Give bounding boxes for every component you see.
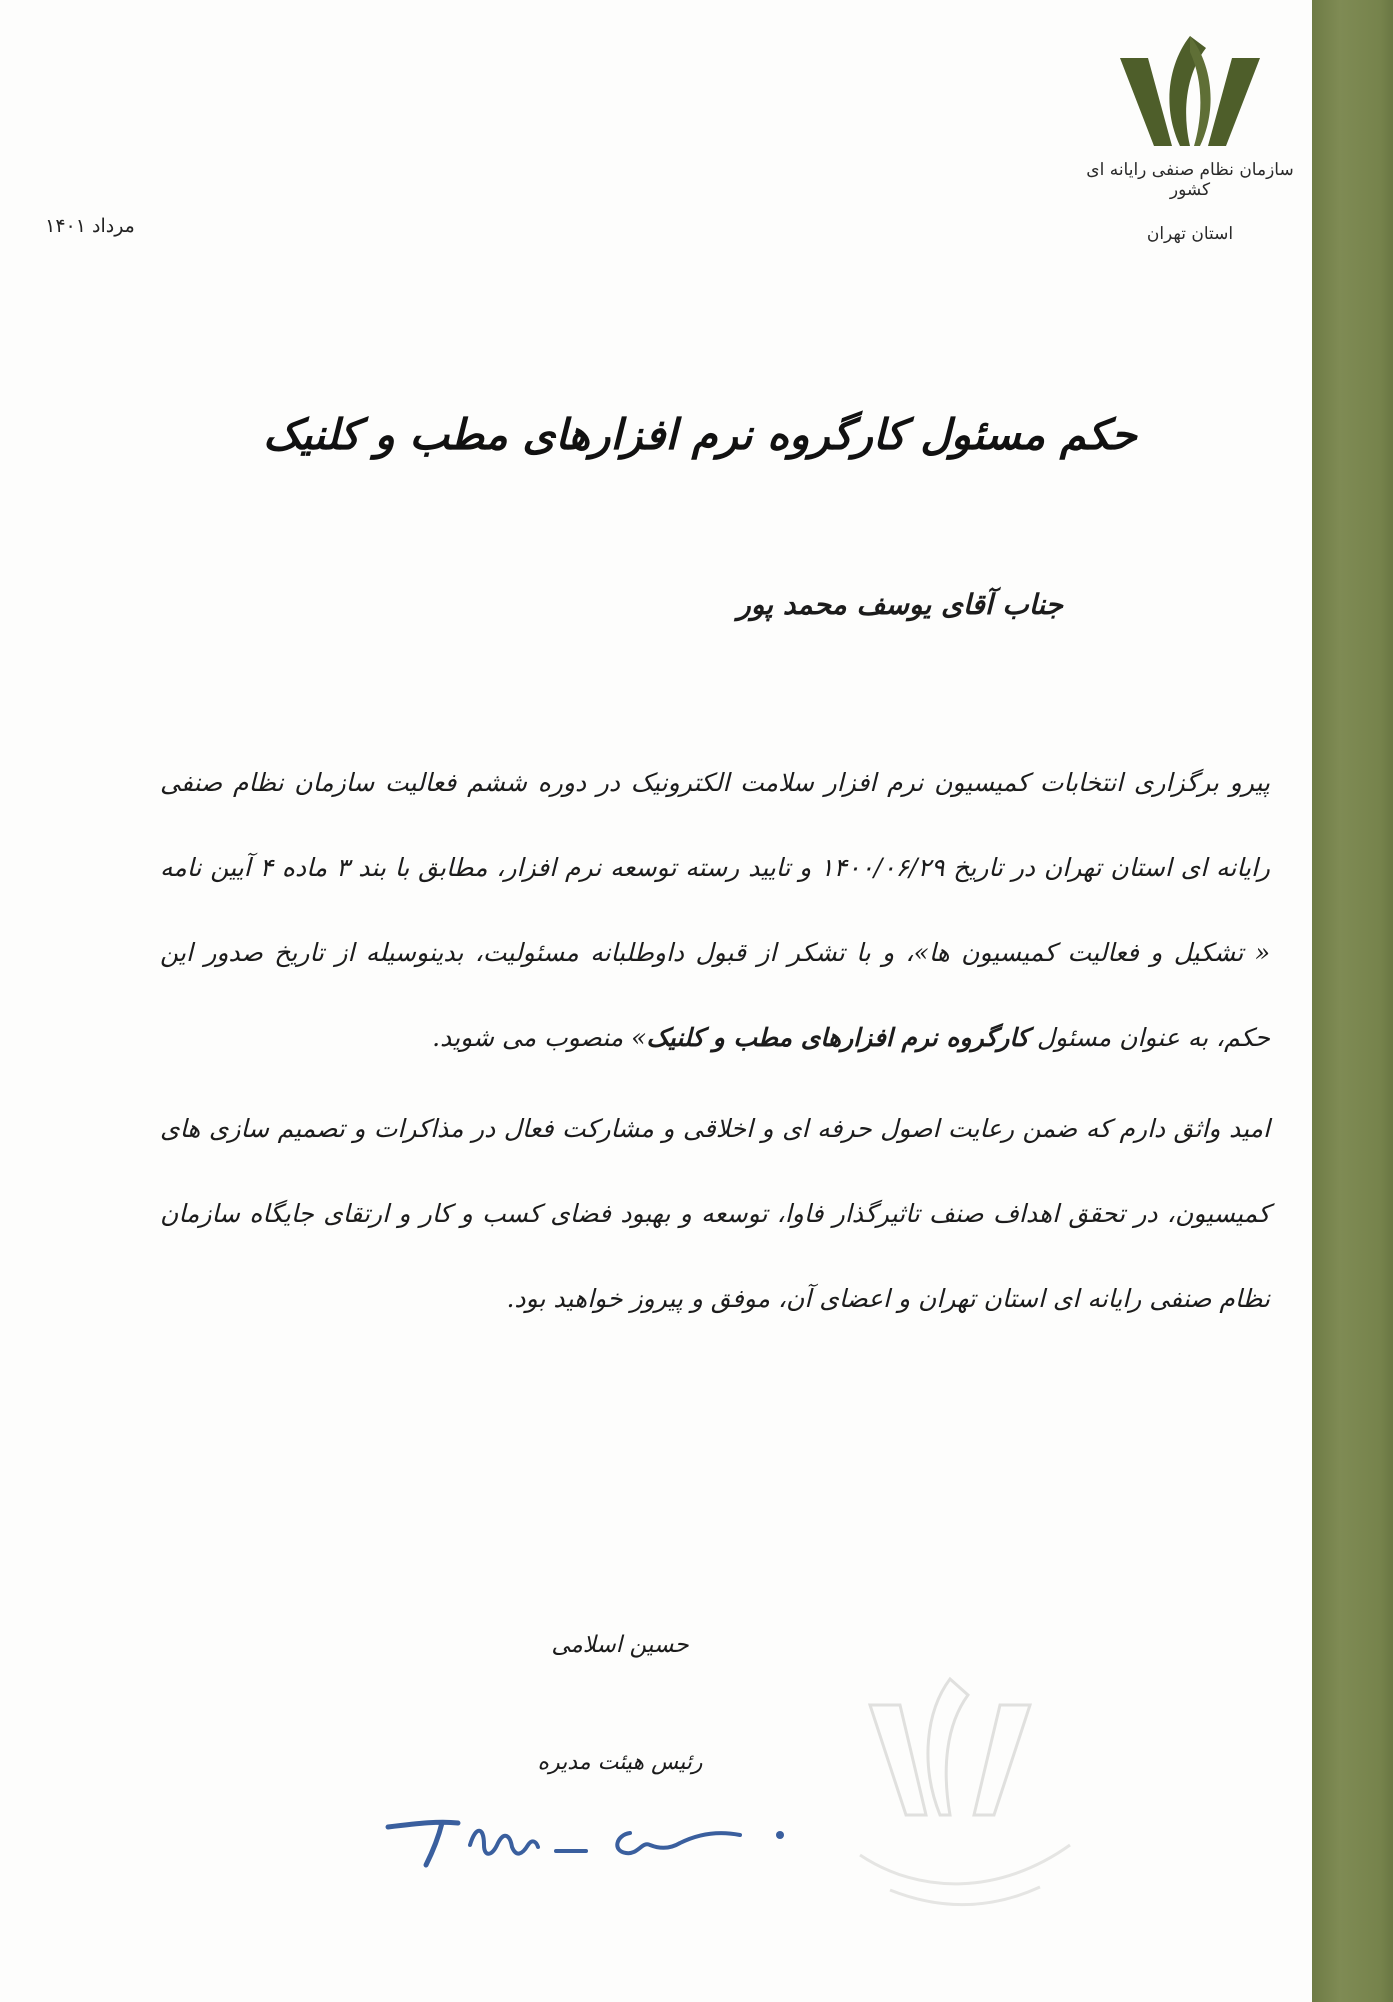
document-date: مرداد ۱۴۰۱ (45, 215, 135, 237)
signer-name: حسین اسلامی (551, 1632, 689, 1658)
handwritten-signature (380, 1805, 820, 1875)
document-title: حکم مسئول کارگروه نرم افزارهای مطب و کلنیک (263, 410, 1137, 459)
document-body (160, 740, 1270, 1341)
organization-logo (1075, 28, 1305, 268)
embossed-seal-icon (830, 1665, 1110, 1925)
decorative-side-stripe (1300, 0, 1393, 2002)
logo-province-name: استان تهران (1146, 224, 1234, 244)
organization-logo-icon (1110, 28, 1270, 158)
recipient-salutation: جناب آقای یوسف محمد پور (737, 588, 1063, 621)
paragraph-1-ending: » منصوب می شوید. (432, 1023, 647, 1052)
paragraph-1-text: پیرو برگزاری انتخابات کمیسیون نرم افزار سلامت الکترونیک در دوره ششم فعالیت سازمان نظام صنفی رایانه ای استان تهران در تاریخ ۱۴۰۰/۰۶/۲۹ و تایید رسته توسعه نرم افزار، مطابق با بند ۳ ماده ۴ آیین نامه « تشکیل و فعالیت کمیسیون ها»، و با تشکر از قبول داوطلبانه مسئولیت، بدینوسیله از تاریخ صدور این حکم، به عنوان مسئول (160, 768, 1270, 1052)
paragraph-1-bold-role: کارگروه نرم افزارهای مطب و کلنیک (646, 1023, 1029, 1052)
logo-organization-name: سازمان نظام صنفی رایانه ای کشور (1086, 160, 1294, 200)
body-paragraph-2: امید واثق دارم که ضمن رعایت اصول حرفه ای و اخلاقی و مشارکت فعال در مذاکرات و تصمیم سازی های کمیسیون، در تحقق اهداف صنف تاثیرگذار فاوا، توسعه و بهبود فضای کسب و کار و ارتقای جایگاه سازمان نظام صنفی رایانه ای استان تهران و اعضای آن، موفق و پیروز خواهید بود. (160, 1114, 1270, 1313)
signer-title: رئیس هیئت مدیره (537, 1750, 703, 1775)
body-paragraph-1 (160, 740, 1270, 1080)
